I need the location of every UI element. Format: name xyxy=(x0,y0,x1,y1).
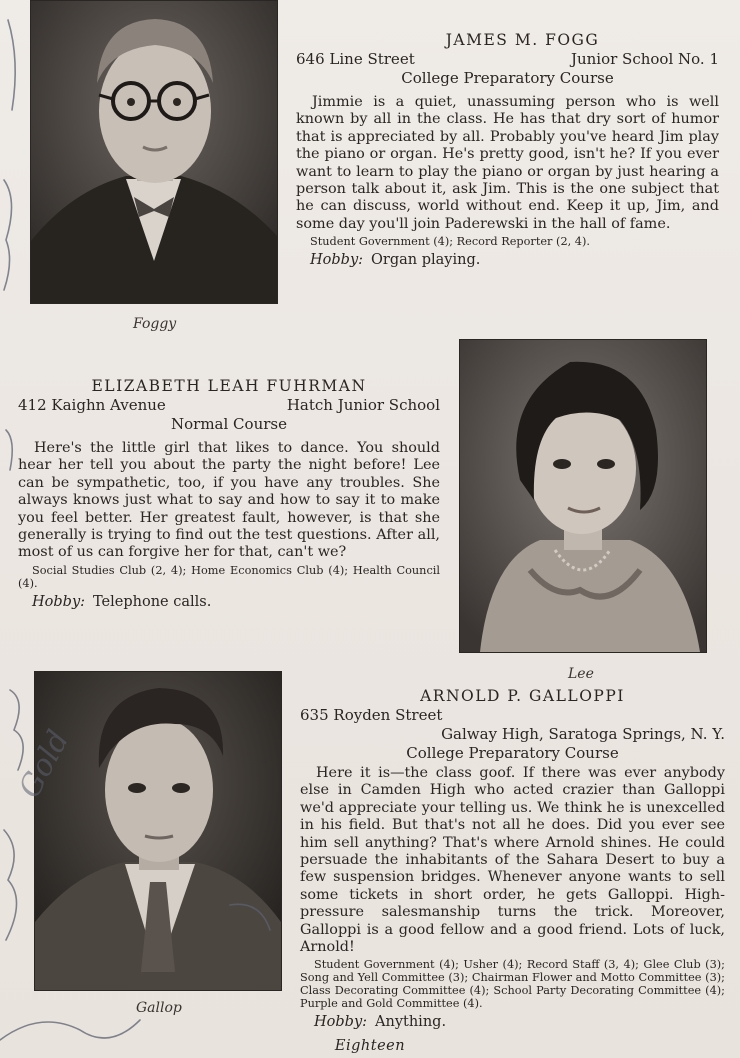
portrait-photo-galloppi xyxy=(34,671,282,991)
biography-text: Jimmie is a quiet, unassuming person who is well known by all in the class. He has that dry sort of humor that is appreciated by all. Probably you've heard Jim play the piano or organ. He's pretty good, isn't he? If you ever want to learn to play the piano or organ by just hearing a person talk about it, ask Jim. This is the one subject that he can discuss, world without end. Keep it up, Jim, and some day you'll join Paderewski in the hall of fame. xyxy=(296,94,719,232)
activities-list: Student Government (4); Record Reporter (2, 4). xyxy=(310,235,590,249)
previous-school: Hatch Junior School xyxy=(286,396,440,414)
portrait-fogg-illustration xyxy=(31,1,277,303)
senior-entry-fogg xyxy=(296,30,719,270)
senior-name: JAMES M. FOGG xyxy=(445,31,600,49)
biography-text: Here's the little girl that likes to dance. You should hear her tell you about the party the night before! Lee can be sympathetic, too, if you have any troubles. She always knows just what to say and how to say it to make you feel better. Her greatest fault, however, is that she generally is trying to find out the test questions. After all, most of us can forgive her for that, can't we? xyxy=(18,440,440,561)
hobby-value: Organ playing. xyxy=(371,252,481,269)
previous-school: Galway High, Saratoga Springs, N. Y. xyxy=(441,725,725,743)
portrait-photo-fuhrman xyxy=(459,339,707,653)
hobby-label: Hobby: xyxy=(314,1014,368,1031)
previous-school: Junior School No. 1 xyxy=(570,50,719,68)
senior-name: ARNOLD P. GALLOPPI xyxy=(420,687,625,705)
hobby-line xyxy=(296,250,719,270)
home-address: 412 Kaighn Avenue xyxy=(18,396,166,414)
handwritten-word: Gold xyxy=(12,724,77,804)
hobby-label: Hobby: xyxy=(310,252,364,269)
address-row xyxy=(18,396,440,415)
biography-text: Here it is—the class goof. If there was ever anybody else in Camden High who acted crazier than Galloppi we'd appreciate your telling us. We think he is unexcelled in his field. But that's not all he does. Did you ever see him sell anything? That's where Arnold shines. He could persuade the inhabitants of the Sahara Desert to buy a few suspension bridges. Whenever anyone wants to sell some tickets in short order, he gets Galloppi. High-pressure salesmanship turns the trick. Moreover, Galloppi is a good fellow and a good friend. Lots of luck, Arnold! xyxy=(300,765,725,956)
home-address: 646 Line Street xyxy=(296,50,415,68)
senior-name: ELIZABETH LEAH FUHRMAN xyxy=(91,377,367,395)
hobby-value: Telephone calls. xyxy=(93,593,212,610)
senior-entry-galloppi xyxy=(300,686,725,1032)
course-name: College Preparatory Course xyxy=(406,744,619,762)
address-row xyxy=(296,50,719,69)
course-name: College Preparatory Course xyxy=(401,69,614,87)
course-name: Normal Course xyxy=(171,415,287,433)
hobby-line xyxy=(300,1012,725,1032)
page-number: Eighteen xyxy=(334,1038,406,1054)
activities-list: Student Government (4); Usher (4); Record Staff (3, 4); Glee Club (3); Song and Yell Committee (3); Chairman Flower and Motto Committee (3); Class Decorating Committee (4); School Party Decorating Committee (4); Purple and Gold Committee (4). xyxy=(300,958,725,1011)
hobby-value: Anything. xyxy=(375,1014,447,1031)
school-row xyxy=(300,725,725,744)
hobby-line xyxy=(18,592,440,612)
ink-stroke xyxy=(8,20,15,110)
portrait-galloppi-illustration xyxy=(35,672,281,990)
ink-stroke xyxy=(0,1020,140,1040)
ink-stroke xyxy=(10,690,23,770)
home-address: 635 Royden Street xyxy=(300,706,443,724)
ink-stroke xyxy=(6,430,12,470)
caption-nickname-galloppi: Gallop xyxy=(136,1000,182,1016)
ink-stroke xyxy=(4,830,17,940)
caption-nickname-fogg: Foggy xyxy=(133,316,177,332)
caption-nickname-fuhrman: Lee xyxy=(568,666,594,682)
portrait-photo-fogg xyxy=(30,0,278,304)
portrait-fuhrman-illustration xyxy=(460,340,706,652)
ink-stroke xyxy=(4,180,12,290)
hobby-label: Hobby: xyxy=(32,593,86,610)
senior-entry-fuhrman xyxy=(18,376,440,612)
address-row xyxy=(300,706,725,725)
activities-list: Social Studies Club (2, 4); Home Economics Club (4); Health Council (4). xyxy=(18,563,440,590)
